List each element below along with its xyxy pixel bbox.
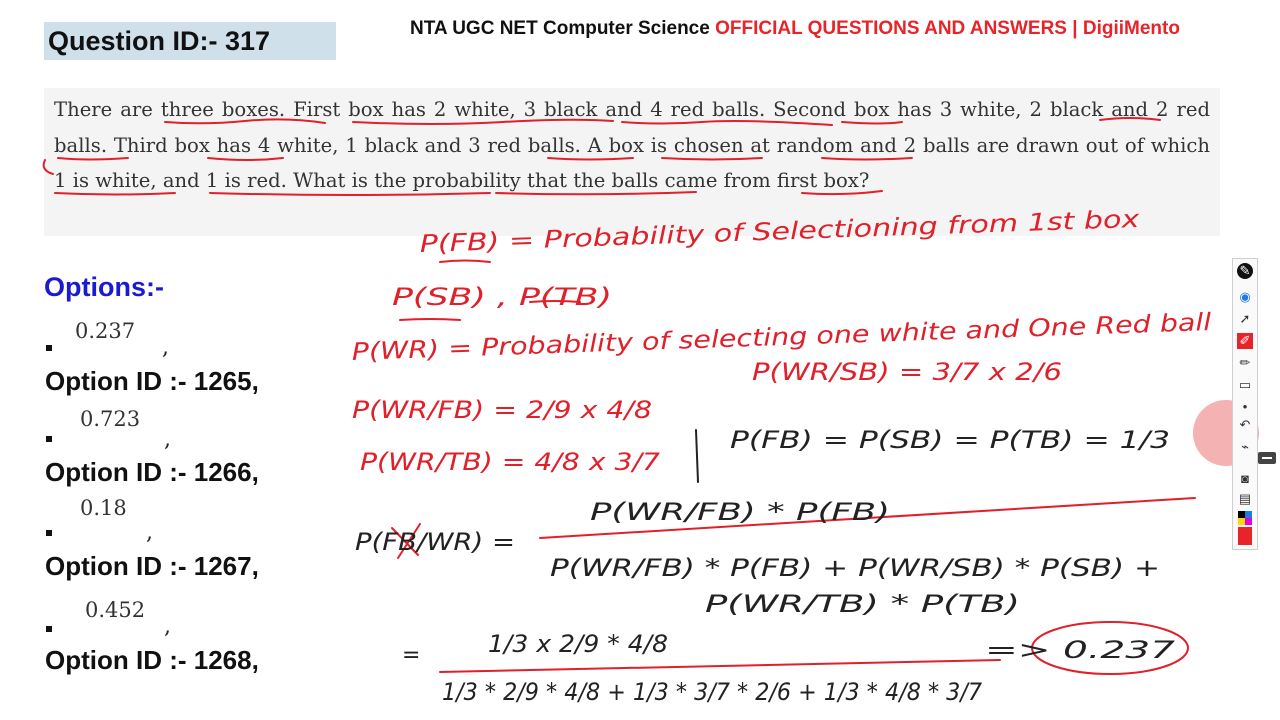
annotation-wr-sb: P(WR/SB) = 3/7 x 2/6 [752,358,1062,386]
underline-mark [44,160,53,174]
underline-mark [55,193,175,195]
underline-mark [822,158,912,160]
option-comma: , [164,427,171,452]
underline-mark [662,158,762,160]
undo-icon[interactable]: ↶ [1239,417,1251,432]
dot-icon[interactable]: • [1242,399,1248,414]
option-value: 0.452 [85,598,146,622]
option-id-label: Option ID :- 1265, [45,366,259,396]
annotation-wr-fb: P(WR/FB) = 2/9 x 4/8 [352,396,652,424]
underline-mark [440,261,490,263]
annotation-result: => 0.237 [985,636,1177,664]
underline-mark [208,158,283,160]
annotation-bayes-lhs: P(FB/WR) = [355,528,515,556]
underline-mark [1100,118,1160,120]
option-value: 0.237 [75,319,136,343]
annotation-equal-prob: P(FB) = P(SB) = P(TB) = 1/3 [730,426,1170,454]
separator-stroke [696,430,698,482]
clipboard-icon[interactable]: ▤ [1238,491,1252,506]
annotation-bayes-denominator-2: P(WR/TB) * P(TB) [705,590,1020,618]
color-swatch-red[interactable] [1238,527,1252,545]
eraser-icon[interactable]: ▭ [1238,377,1252,392]
option-value: 0.723 [80,407,141,431]
annotation-line-1: P(FB) = Probability of Selectioning from 1st box [419,210,994,258]
option-comma: , [146,520,153,545]
brush-icon[interactable]: ⌁ [1241,439,1249,454]
eye-icon[interactable]: ◉ [1239,289,1251,304]
option-id-label: Option ID :- 1268, [45,645,259,675]
annotation-bayes-denominator-1: P(WR/FB) * P(FB) + P(WR/SB) * P(SB) + [550,554,1160,582]
options-heading: Options:- [44,272,164,302]
cursor-icon[interactable]: ➚ [1239,311,1251,326]
underline-mark [353,120,613,124]
underline-mark [400,319,460,320]
question-text: There are three boxes. First box has 2 white, 3 black and 4 red balls. Second box has 3 white, 2 black and 2 red balls. Third box has 4 white, 1 black and 3 red balls. A box is chosen at random and 2 balls are drawn out of which 1 is white, and 1 is red. What is the probability that the balls came from first box? [54,98,1210,192]
color-swatch-magenta[interactable] [1245,518,1252,525]
marker-icon[interactable]: ✐ [1237,333,1253,349]
annotation-toolbar [1232,258,1258,550]
annotation-wr-tb: P(WR/TB) = 4/8 x 3/7 [360,448,661,476]
underline-mark [622,121,832,125]
annotation-bayes-numerator: P(WR/FB) * P(FB) [590,498,890,526]
camera-icon[interactable]: ◙ [1241,471,1249,486]
fraction-bar [440,660,1000,672]
color-swatch-black[interactable] [1238,511,1245,518]
option-value: 0.18 [80,496,127,520]
annotation-line-2: P(SB) , P(TB) [392,283,612,311]
pencil-icon[interactable]: ✏ [1239,355,1251,370]
underline-mark [802,191,882,194]
option-comma: , [164,614,171,639]
question-id-label: Question ID:- 317 [44,22,336,60]
underline-mark [842,122,902,124]
option-id-label: Option ID :- 1267, [45,551,259,581]
header-course-title: NTA UGC NET Computer Science [410,18,716,39]
color-swatch-blue[interactable] [1245,511,1252,518]
underline-mark [210,193,490,195]
underline-mark [165,119,325,123]
option-id-label: Option ID :- 1266, [45,457,259,487]
underline-mark [548,158,633,160]
equals-sign: = [402,643,421,668]
minimize-toolbar-button[interactable] [1258,452,1276,464]
annotation-final-numerator: 1/3 x 2/9 * 4/8 [488,630,668,658]
pen-logo-icon[interactable]: ✎ [1237,263,1253,279]
color-swatch-yellow[interactable] [1238,518,1245,525]
underline-mark [496,192,696,194]
header-official-title: OFFICIAL QUESTIONS AND ANSWERS | DigiiMento [715,18,1180,39]
option-comma: , [162,335,169,360]
underline-mark [58,158,128,160]
annotation-line-3: P(WR) = Probability of selecting one white and One Red ball [351,312,1076,366]
annotation-final-denominator: 1/3 * 2/9 * 4/8 + 1/3 * 3/7 * 2/6 + 1/3 * 4/8 * 3/7 [442,678,983,706]
